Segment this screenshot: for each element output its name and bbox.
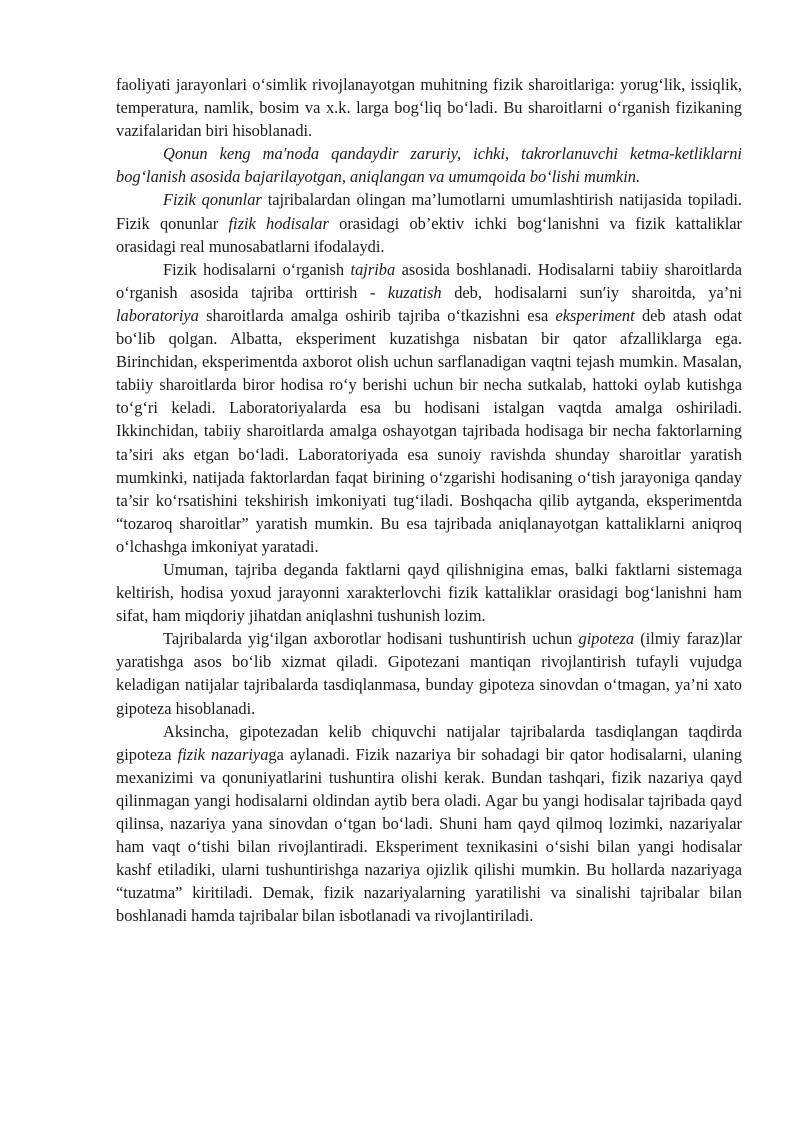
term-tajriba: tajriba [350,259,396,279]
paragraph-physical-laws [116,188,742,257]
text-run: Fizik hodisalarni o‘rganish [163,259,351,279]
text-run: tajribalardan olingan ma’lumotlarni umumlashtirish natijasida topiladi. Fizik qonunlar [116,190,742,233]
text-run: deb, hodisalarni sun′iy sharoitda, ya’ni [441,282,743,302]
paragraph-hypothesis [116,627,742,719]
text-run: Tajribalarda yig‘ilgan axborotlar hodisani tushuntirish uchun [163,629,579,649]
italic-text-run: Qonun keng ma′noda qandaydir zaruriy, ichki, takrorlanuvchi ketma-ketliklarni bog‘lanish asosida bajarilayotgan, aniqlangan va umumqoida bo‘lishi mumkin. [116,144,742,187]
term-laboratoriya: laboratoriya [116,305,199,325]
text-run: (ilmiy faraz)lar yaratishga asos bo‘lib xizmat qiladi. Gipotezani mantiqan rivojlantirish tufayli vujudga keladigan natijalar tajribalarda tasdiqlanmasa, bunday gipoteza sinovdan o‘tmagan, ya’ni xato gipoteza hisoblanadi. [116,629,742,718]
term-fizik-qonunlar: Fizik qonunlar [163,190,262,210]
term-gipoteza: gipoteza [578,629,635,649]
paragraph-generalization [116,558,742,627]
term-kuzatish: kuzatish [387,282,442,302]
term-fizik-nazariya: fizik nazariya [177,744,269,764]
term-fizik-hodisalar: fizik hodisalar [228,213,329,233]
text-run: sharoitlarda amalga oshirib tajriba o‘tkazishni esa [198,305,556,325]
text-run: deb atash odat bo‘lib qolgan. Albatta, eksperiment kuzatishga nisbatan bir qator afzalliklarga ega. Birinchidan, eksperimentda axborot olish uchun sarflanadigan vaqtni tejash mumkin. Masalan, tabiiy sharoitlarda biror hodisa ro‘y berishi uchun bir necha sutkalab, hattoki oylab kutishga to‘g‘ri keladi. Laboratoriyalarda esa bu hodisani istalgan vaqtda amalga oshiriladi. Ikkinchidan, tabiiy sharoitlarda amalga oshayotgan tajribada hodisaga bir necha faktorlarning ta’siri aks etgan bo‘ladi. Laboratoriyada esa sunoiy ravishda shunday sharoitlar yaratish mumkinki, natijada faktorlardan faqat birining o‘zgarishi hodisaning o‘tish jarayoniga qanday ta’sir ko‘rsatishini tekshirish imkoniyati tug‘iladi. Boshqacha qilib aytganda, eksperimentda “tozaroq sharoitlar” yaratish mumkin. Bu esa tajribada aniqlanayotgan kattaliklarni aniqroq o‘lchashga imkoniyat yaratadi. [116,305,743,556]
document-page [116,73,742,927]
paragraph-law-definition [116,142,742,188]
text-run: Aksincha, gipotezadan kelib chiquvchi natijalar tajribalarda tasdiqlangan taqdirda gipoteza [116,721,742,764]
text-run: asosida boshlanadi. Hodisalarni tabiiy sharoitlarda o‘rganish asosida tajriba orttirish - [116,259,742,302]
text-run: Umuman, tajriba deganda faktlarni qayd qilishnigina emas, balki faktlarni sistemaga keltirish, hodisa yoxud jarayonni xarakterlovchi fizik kattaliklar orasidagi bog‘lanishni ham sifat, ham miqdoriy jihatdan aniqlashni tushunish lozim. [116,559,742,626]
term-eksperiment: eksperiment [555,305,635,325]
paragraph-experiment [116,258,742,558]
text-run: orasidagi ob’ektiv ichki bog‘lanishni va fizik kattaliklar orasidagi real munosabatlarni ifodalaydi. [116,213,742,256]
text-run: faoliyati jarayonlari o‘simlik rivojlanayotgan muhitning fizik sharoitlariga: yorug‘lik, issiqlik, temperatura, namlik, bosim va x.k. larga bog‘liq bo‘ladi. Bu sharoitlarni o‘rganish fizikaning vazifalaridan biri hisoblanadi. [116,75,742,141]
paragraph-physics-conditions [116,73,742,142]
paragraph-theory [116,720,742,928]
text-run: ga aylanadi. Fizik nazariya bir sohadagi bir qator hodisalarni, ulaning mexanizimi va qonuniyatlarini tushuntira olishi kerak. Bundan tashqari, fizik nazariya qayd qilinmagan yangi hodisalarni oldindan aytib bera oladi. Agar bu yangi hodisalar tajribada qayd qilinsa, nazariya yana sinovdan o‘tgan bo‘ladi. Shuni ham qayd qilmoq lozimki, nazariyalar ham vaqt o‘tishi bilan rivojlantiradi. Eksperiment texnikasini o‘sishi bilan yangi hodisalar kashf etiladiki, ularni tushuntirishga nazariya ojizlik qilishi mumkin. Bu hollarda nazariyaga “tuzatma” kiritiladi. Demak, fizik nazariyalarning yaratilishi va sinalishi tajribalar bilan boshlanadi hamda tajribalar bilan isbotlanadi va rivojlantiriladi. [116,744,743,926]
